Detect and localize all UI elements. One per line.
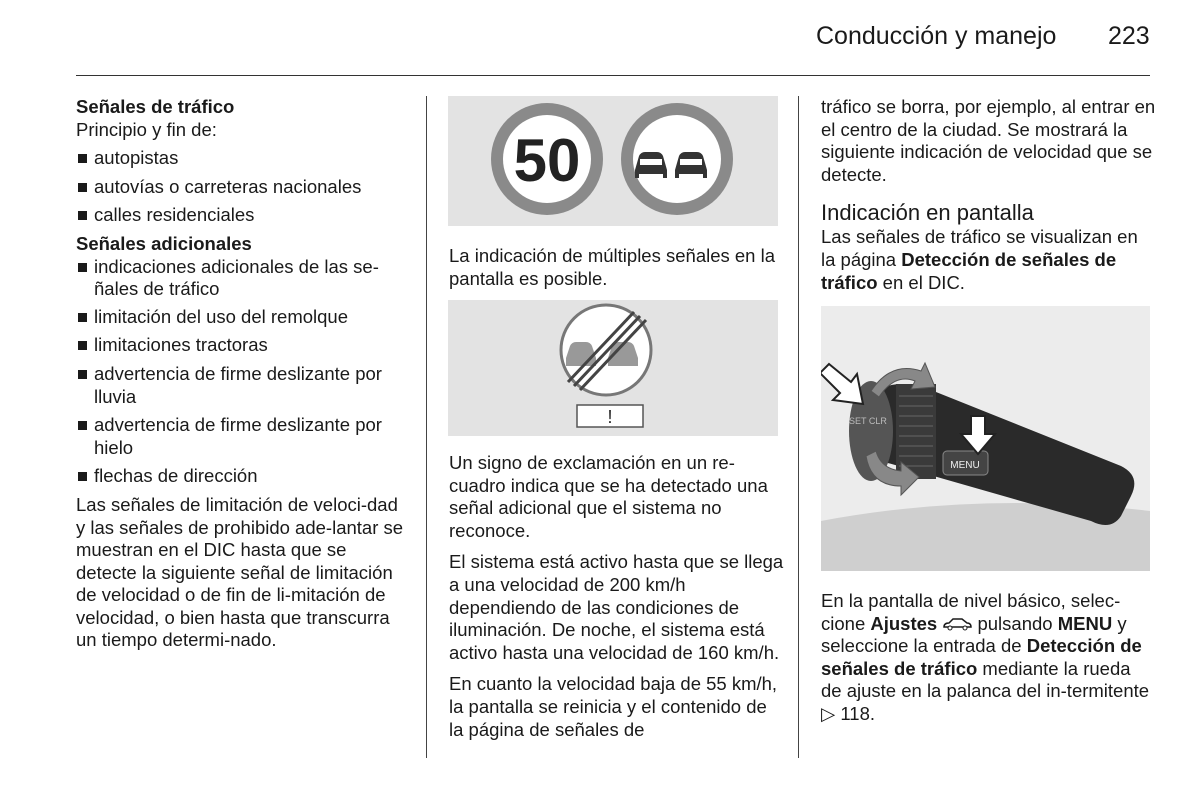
header-rule <box>76 75 1150 76</box>
column-2-text <box>449 452 784 750</box>
bullet-icon <box>78 472 87 481</box>
bullet-icon <box>78 183 87 192</box>
bullet-icon <box>78 211 87 220</box>
section-heading-display: Indicación en pantalla <box>821 200 1034 226</box>
section-heading-traffic-signs: Señales de tráfico <box>76 96 235 117</box>
arrow-right-icon <box>821 364 863 404</box>
turn-signal-lever-illustration <box>821 306 1150 571</box>
end-overtaking-illustration <box>448 300 778 436</box>
section-heading-additional-signs: Señales adicionales <box>76 232 252 254</box>
body-paragraph: En cuanto la velocidad baja de 55 km/h, la pantalla se reinicia y el contenido de la página de señales de <box>449 673 778 740</box>
bullet-icon <box>78 263 87 272</box>
column-divider-1 <box>426 96 427 758</box>
chapter-title: Conducción y manejo <box>816 22 1057 50</box>
list-item: advertencia de firme deslizante por lluvia <box>76 363 411 408</box>
menu-button <box>943 451 988 475</box>
menu-label: MENU <box>950 460 980 471</box>
list-item: autopistas <box>76 147 411 170</box>
exclamation-mark: ! <box>607 407 613 427</box>
column-3-top <box>821 96 1156 303</box>
column-divider-2 <box>798 96 799 758</box>
end-no-overtaking-sign <box>561 305 651 395</box>
column-1 <box>76 96 411 661</box>
set-clr-label: SET CLR <box>849 416 887 426</box>
body-paragraph: Un signo de exclamación en un re-cuadro indica que se ha detectado una señal adicional que el sistema no reconoce. <box>449 452 768 541</box>
car-icon <box>942 617 972 631</box>
list-item: calles residenciales <box>76 204 411 227</box>
list-item: autovías o carreteras nacionales <box>76 176 411 199</box>
body-paragraph: En la pantalla de nivel básico, selec-cione Ajustes pulsando MENU y seleccione la entrada de Detección de señales de tráfico mediante la rueda de ajuste en la palanca del in-termitente ▷ 118. <box>821 590 1150 724</box>
page-number: 223 <box>1108 22 1150 50</box>
speed-limit-sign <box>491 103 603 215</box>
list-item: indicaciones adicionales de las se-ñales de tráfico <box>76 256 411 301</box>
list-item: advertencia de firme deslizante por hielo <box>76 414 411 459</box>
list-item: flechas de dirección <box>76 465 411 488</box>
bullet-icon <box>78 341 87 350</box>
intro-text: Principio y fin de: <box>76 118 217 140</box>
caption-multiple-signs <box>449 245 784 299</box>
caption-text: La indicación de múltiples señales en la pantalla es posible. <box>449 245 776 289</box>
reference-arrow-icon: ▷ <box>821 702 836 724</box>
list-item: limitación del uso del remolque <box>76 306 411 329</box>
bullet-icon <box>78 154 87 163</box>
no-overtaking-sign <box>621 103 733 215</box>
signs-illustration <box>448 96 778 226</box>
bullet-icon <box>78 370 87 379</box>
road-types-list <box>76 147 411 227</box>
bullet-icon <box>78 421 87 430</box>
body-paragraph: Las señales de tráfico se visualizan en la página Detección de señales de tráfico en el DIC. <box>821 226 1138 293</box>
bullet-icon <box>78 313 87 322</box>
additional-signs-list <box>76 256 411 488</box>
body-paragraph: tráfico se borra, por ejemplo, al entrar en el centro de la ciudad. Se mostrará la siguiente indicación de velocidad que se detecte. <box>821 96 1156 185</box>
body-paragraph: Las señales de limitación de veloci-dad y las señales de prohibido ade-lantar se muestran en el DIC hasta que se detecte la siguiente señal de limitación de velocidad o de fin de li-mitación de velocidad, o bien hasta que transcurra un tiempo determi-nado. <box>76 493 404 651</box>
column-3-bottom <box>821 590 1156 735</box>
speed-value: 50 <box>513 127 581 194</box>
list-item: limitaciones tractoras <box>76 334 411 357</box>
body-paragraph: El sistema está activo hasta que se llega a una velocidad de 200 km/h dependiendo de las condiciones de iluminación. De noche, el sistema está activo hasta una velocidad de 160 km/h. <box>449 551 784 663</box>
